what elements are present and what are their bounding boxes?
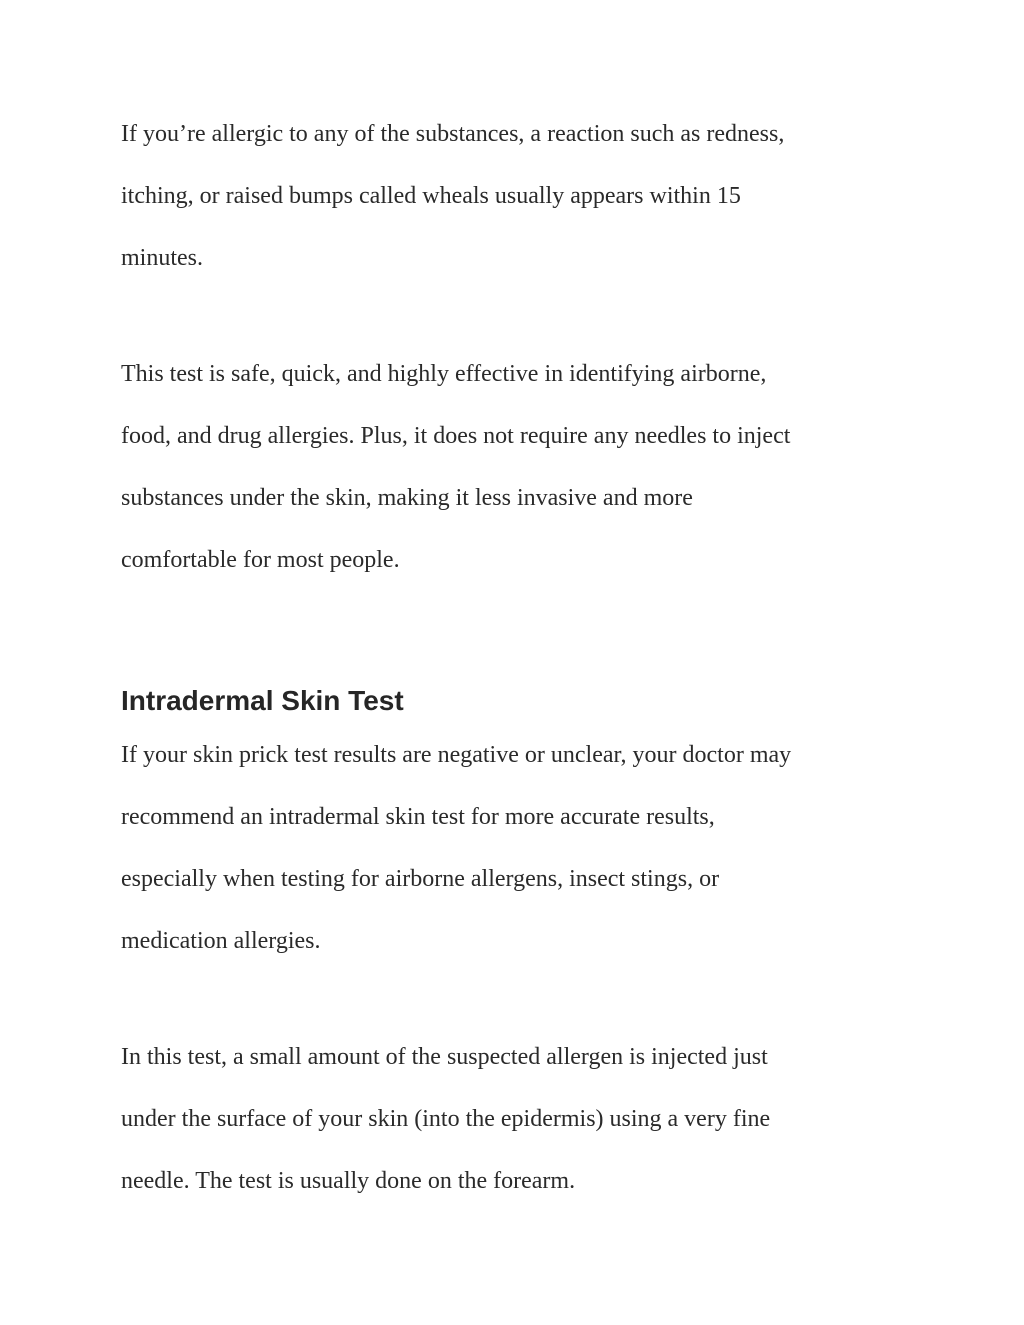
section-heading: Intradermal Skin Test xyxy=(121,685,404,716)
text-line: especially when testing for airborne allergens, insect stings, or xyxy=(121,866,720,892)
text-line: food, and drug allergies. Plus, it does not require any needles to inject xyxy=(121,423,791,449)
text-line: itching, or raised bumps called wheals usually appears within 15 xyxy=(121,183,741,209)
text-line: needle. The test is usually done on the forearm. xyxy=(121,1168,576,1194)
text-line: substances under the skin, making it less invasive and more xyxy=(121,485,693,511)
text-line: If your skin prick test results are negative or unclear, your doctor may xyxy=(121,742,792,768)
text-line: under the surface of your skin (into the epidermis) using a very fine xyxy=(121,1106,771,1132)
text-line: If you’re allergic to any of the substances, a reaction such as redness, xyxy=(121,121,785,147)
text-line: medication allergies. xyxy=(121,928,321,954)
text-line: comfortable for most people. xyxy=(121,547,400,573)
text-line: In this test, a small amount of the suspected allergen is injected just xyxy=(121,1044,768,1070)
text-line: recommend an intradermal skin test for more accurate results, xyxy=(121,804,715,830)
text-line: This test is safe, quick, and highly effective in identifying airborne, xyxy=(121,361,767,387)
text-line: minutes. xyxy=(121,245,203,271)
